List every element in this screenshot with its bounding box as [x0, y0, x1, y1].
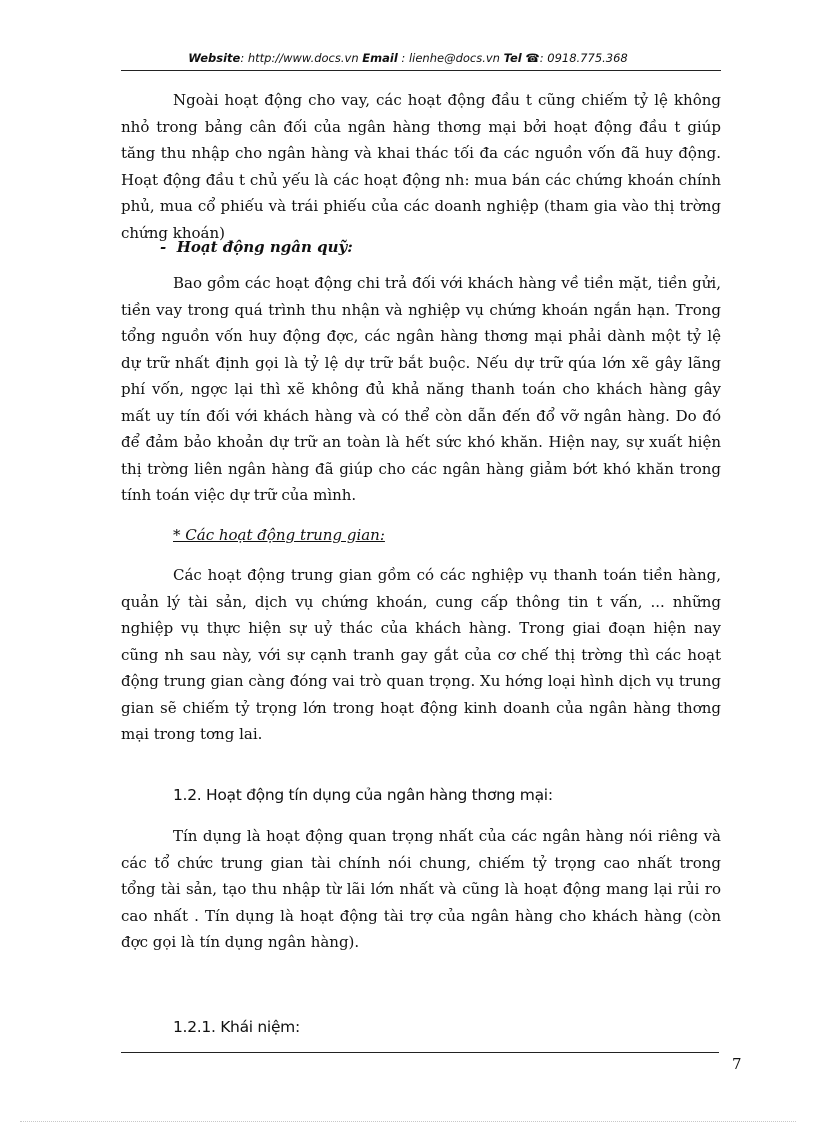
- website-value: : http://www.docs.vn: [240, 51, 359, 65]
- paragraph-investment: Ngoài hoạt động cho vay, các hoạt động đầu t cũng chiếm tỷ lệ không nhỏ trong bảng cân đối của ngân hàng thơng mại bởi hoạt động đầu t giúp tăng thu nhập cho ngân hàng và khai thác tối đa các nguồn vốn đã huy động. Hoạt động đầu t chủ yếu là các hoạt động nh: mua bán các chứng khoán chính phủ, mua cổ phiếu và trái phiếu của các doanh nghiệp (tham gia vào thị trờng chứng khoán): [121, 91, 721, 242]
- paragraph-intermediary: Các hoạt động trung gian gồm có các nghiệp vụ thanh toán tiền hàng, quản lý tài sản, dịch vụ chứng khoán, cung cấp thông tin t vấn, ... những nghiệp vụ thực hiện sự uỷ thác của khách hàng. Trong giai đoạn hiện nay cũng nh sau này, với sự cạnh tranh gay gắt của cơ chế thị trờng thì các hoạt động trung gian càng đóng vai trò quan trọng. Xu hớng loại hình dịch vụ trung gian sẽ chiếm tỷ trọng lớn trong hoạt động kinh doanh của ngân hàng thơng mại trong tơng lai.: [121, 566, 721, 743]
- page-number: 7: [732, 1055, 742, 1073]
- heading-treasury: [160, 238, 353, 256]
- heading-treasury-text: Hoạt động ngân quỹ:: [176, 238, 353, 256]
- bullet: -: [160, 238, 167, 256]
- page-edge-dotted-line: [20, 1121, 796, 1122]
- paragraph-credit: Tín dụng là hoạt động quan trọng nhất của các ngân hàng nói riêng và các tổ chức trung gian tài chính nói chung, chiếm tỷ trọng cao nhất trong tổng tài sản, tạo thu nhập từ lãi lớn nhất và cũng là hoạt động mang lại rủi ro cao nhất . Tín dụng là hoạt động tài trợ của ngân hàng cho khách hàng (còn đợc gọi là tín dụng ngân hàng).: [121, 827, 721, 951]
- website-label: Website: [188, 51, 241, 65]
- heading-intermediary: * Các hoạt động trung gian:: [173, 526, 385, 544]
- footer-rule: [121, 1052, 719, 1053]
- email-value: : lienhe@docs.vn: [401, 51, 500, 65]
- phone-icon: ☎: [525, 51, 540, 65]
- email-label: Email: [362, 51, 398, 65]
- tel-value: : 0918.775.368: [539, 51, 628, 65]
- page-header: [0, 51, 816, 65]
- tel-label: Tel: [503, 51, 522, 65]
- paragraph-treasury: Bao gồm các hoạt động chi trả đối với khách hàng về tiền mặt, tiền gửi, tiền vay trong quá trình thu nhận và nghiệp vụ chứng khoán ngắn hạn. Trong tổng nguồn vốn huy động đợc, các ngân hàng thơng mại phải dành một tỷ lệ dự trữ nhất định gọi là tỷ lệ dự trữ bắt buộc. Nếu dự trữ qúa lớn xẽ gây lãng phí vốn, ngợc lại thì xẽ không đủ khả năng thanh toán cho khách hàng gây mất uy tín đối với khách hàng và có thể còn dẫn đến đổ vỡ ngân hàng. Do đó để đảm bảo khoản dự trữ an toàn là hết sức khó khăn. Hiện nay, sự xuất hiện thị trờng liên ngân hàng đã giúp cho các ngân hàng giảm bớt khó khăn trong tính toán việc dự trữ của mình.: [121, 274, 721, 504]
- heading-credit: 1.2. Hoạt động tín dụng của ngân hàng thơng mại:: [173, 786, 553, 804]
- header-rule: [121, 70, 721, 71]
- heading-concept: 1.2.1. Khái niệm:: [173, 1018, 300, 1036]
